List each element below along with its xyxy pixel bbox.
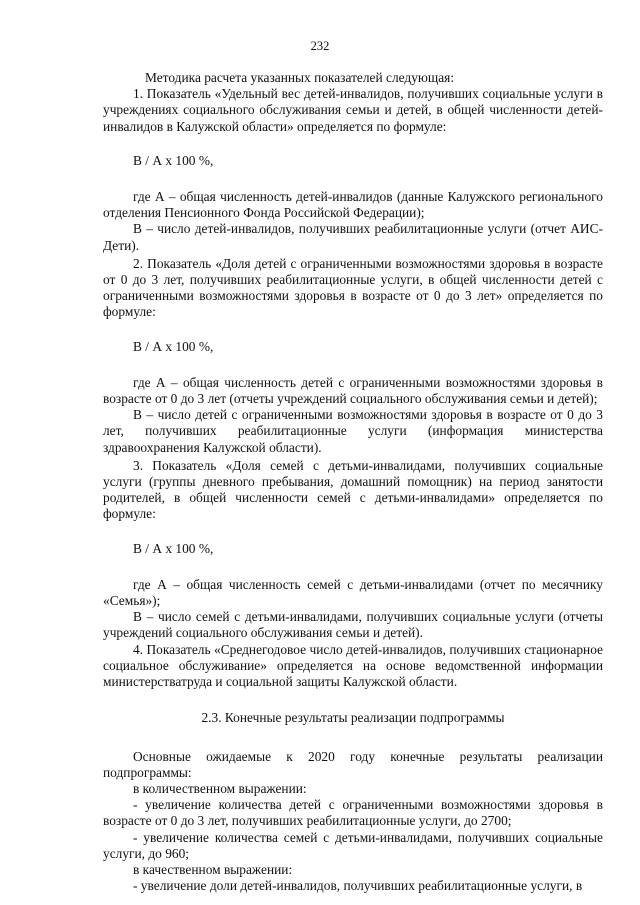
results-qualitative-item-1: - увеличение доли детей-инвалидов, получивших реабилитационные услуги, в — [133, 878, 583, 894]
indicator-3-variable-b: В – число семей с детьми-инвалидами, получивших социальные услуги (отчеты учреждений социального обслуживания семьи и детей). — [103, 609, 603, 641]
indicator-1-formula: В / А x 100 %, — [133, 152, 214, 168]
page-number: 232 — [310, 39, 330, 53]
results-quantitative-item-2: - увеличение количества семей с детьми-инвалидами, получивших социальные услуги, до 960; — [103, 829, 603, 861]
indicator-2-formula: В / А x 100 %, — [133, 338, 214, 354]
results-intro: Основные ожидаемые к 2020 году конечные результаты реализации подпрограммы: — [103, 748, 603, 780]
indicator-3-description: 3. Показатель «Доля семей с детьми-инвалидами, получивших социальные услуги (группы дневного пребывания, домашний помощник) на период занятости родителей, в общей численности семей с детьми-инвалидами» определяется по формуле: — [103, 457, 603, 522]
indicator-1-variable-b: В – число детей-инвалидов, получивших реабилитационные услуги (отчет АИС-Дети). — [103, 221, 603, 253]
results-quantitative-label: в количественном выражении: — [133, 780, 307, 796]
indicator-2-variable-a: где А – общая численность детей с ограниченными возможностями здоровья в возрасте от 0 до 3 лет (отчеты учреждений социального обслуживания семьи и детей); — [103, 374, 603, 407]
results-qualitative-label: в качественном выражении: — [133, 861, 293, 877]
results-quantitative-item-1: - увеличение количества детей с ограниченными возможностями здоровья в возрасте от 0 до 3 лет, получивших реабилитационные услуги, до 2700; — [103, 797, 603, 829]
indicator-1-description: 1. Показатель «Удельный вес детей-инвалидов, получивших социальные услуги в учреждениях социального обслуживания семьи и детей, в общей численности детей-инвалидов в Калужской области» определяется по формуле: — [103, 86, 603, 134]
method-intro: Методика расчета указанных показателей следующая: — [145, 70, 455, 85]
indicator-2-description: 2. Показатель «Доля детей с ограниченными возможностями здоровья в возрасте от 0 до 3 лет, получивших реабилитационные услуги, в общей численности детей с ограниченными возможностями здоровья в возрасте от 0 до 3 лет» определяется по формуле: — [103, 255, 603, 320]
page-body — [103, 70, 603, 894]
indicator-3-variable-a: где А – общая численность семей с детьми-инвалидами (отчет по месячнику «Семья»); — [103, 576, 603, 609]
section-heading: 2.3. Конечные результаты реализации подпрограммы — [201, 710, 505, 726]
indicator-1-variable-a: где А – общая численность детей-инвалидов (данные Калужского регионального отделения Пенсионного Фонда Российской Федерации); — [103, 189, 603, 221]
indicator-3-formula: В / А x 100 %, — [133, 540, 214, 556]
indicator-4-description: 4. Показатель «Среднегодовое число детей-инвалидов, получивших стационарное социальное обслуживание» определяется на основе ведомственной информации министерстватруда и социальной защиты Калужской области. — [103, 641, 603, 690]
indicator-2-variable-b: В – число детей с ограниченными возможностями здоровья в возрасте от 0 до 3 лет, получивших реабилитационные услуги (информация министерства здравоохранения Калужской области). — [103, 407, 603, 455]
